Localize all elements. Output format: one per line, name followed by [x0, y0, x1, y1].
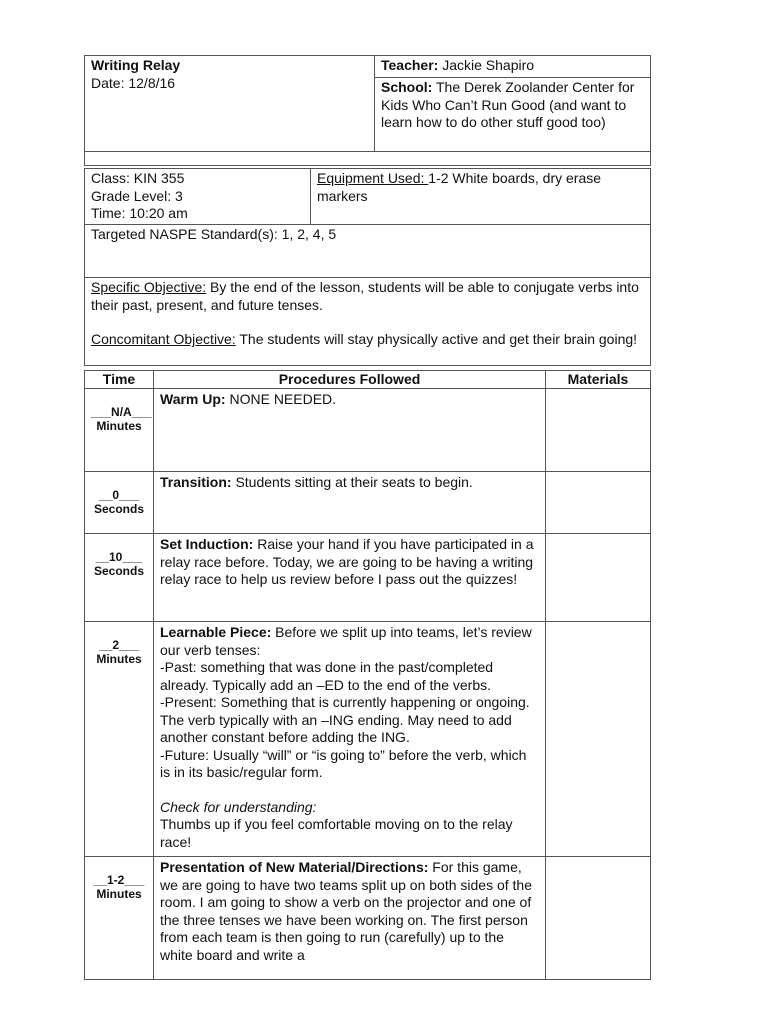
objective-gap: [91, 314, 644, 331]
procedure-cell: [154, 622, 546, 857]
standards-cell: [85, 225, 651, 278]
time-value: ___N/A___: [91, 405, 152, 419]
materials-cell: [546, 389, 651, 472]
standards-text: Targeted NASPE Standard(s): 1, 2, 4, 5: [91, 226, 337, 242]
materials-cell: [546, 534, 651, 622]
concomitant-objective-label: Concomitant Objective:: [91, 331, 236, 347]
materials-cell: [546, 622, 651, 857]
time-cell: [85, 534, 154, 622]
table-row-warm-up: [85, 389, 651, 472]
procedures-header-row: [85, 371, 651, 389]
equipment-value: 1-2 White boards, dry erase markers: [317, 170, 602, 204]
time-value: __0___: [98, 488, 140, 502]
concomitant-objective-text: The students will stay physically active and get their brain going!: [235, 331, 638, 347]
time-unit: Seconds: [93, 564, 144, 578]
time-value: __10___: [95, 550, 143, 564]
procedure-title: Presentation of New Material/Directions:: [160, 859, 429, 875]
specific-objective-label: Specific Objective:: [91, 279, 207, 295]
table-row-presentation: [85, 857, 651, 980]
lesson-date: Date: 12/8/16: [91, 74, 176, 91]
class-name: Class: KIN 355: [91, 170, 185, 186]
materials-cell: [546, 857, 651, 980]
tense-past: -Past: something that was done in the past/completed already. Typically add an –ED to the end of the verbs.: [160, 659, 494, 693]
materials-cell: [546, 472, 651, 534]
procedure-title: Transition:: [160, 474, 232, 490]
header-procedures: Procedures Followed: [154, 371, 546, 389]
procedure-text: NONE NEEDED.: [225, 391, 337, 407]
procedure-text: For this game, we are going to have two teams split up on both sides of the room. I am going to show a verb on the projector and one of the three tenses we have been working on. The first person from each team is then going to run (carefully) up to the white board and write a: [160, 859, 533, 963]
teacher-value: Jackie Shapiro: [438, 57, 535, 73]
time-value: __2___: [98, 638, 140, 652]
procedure-cell: [154, 857, 546, 980]
paragraph-gap: [160, 782, 539, 799]
procedure-title: Set Induction:: [160, 536, 254, 552]
header-materials: Materials: [546, 371, 651, 389]
spacer-row: [85, 152, 651, 166]
equipment-label: Equipment Used:: [317, 170, 429, 186]
time-unit: Minutes: [96, 887, 142, 901]
time-unit: Minutes: [96, 652, 142, 666]
procedure-text: Raise your hand if you have participated in a relay race before. Today, we are going to be having a writing relay race to help us review before I pass out the quizzes!: [160, 536, 534, 587]
table-row-transition: [85, 472, 651, 534]
procedure-text: Before we split up into teams, let’s review our verb tenses:: [160, 624, 532, 658]
teacher-cell: [375, 56, 651, 78]
time-cell: [85, 389, 154, 472]
procedure-cell: [154, 534, 546, 622]
school-cell: [375, 78, 651, 152]
procedure-text: Students sitting at their seats to begin.: [231, 474, 473, 490]
procedure-cell: [154, 472, 546, 534]
school-value: The Derek Zoolander Center for Kids Who Can’t Run Good (and want to learn how to do other stuff good too): [381, 79, 635, 130]
specific-objective: [91, 279, 644, 314]
header-table: [84, 55, 651, 166]
specific-objective-text: By the end of the lesson, students will be able to conjugate verbs into their past, present, and future tenses.: [91, 279, 639, 313]
time-unit: Seconds: [93, 502, 144, 516]
class-time: Time: 10:20 am: [91, 205, 188, 221]
school-label: School:: [381, 79, 433, 95]
procedure-title: Warm Up:: [160, 391, 226, 407]
check-text: Thumbs up if you feel comfortable moving on to the relay race!: [160, 816, 513, 850]
procedure-cell: [154, 389, 546, 472]
time-value: __1-2___: [93, 873, 145, 887]
procedure-title: Learnable Piece:: [160, 624, 272, 640]
header-time: Time: [85, 371, 154, 389]
time-cell: [85, 622, 154, 857]
procedures-table: [84, 370, 651, 980]
time-cell: [85, 472, 154, 534]
lesson-title-cell: [85, 56, 375, 152]
check-label: Check for understanding:: [160, 798, 317, 815]
class-info-table: [84, 168, 651, 366]
table-row-set-induction: [85, 534, 651, 622]
time-cell: [85, 857, 154, 980]
concomitant-objective: [91, 331, 644, 349]
class-info-cell: [85, 169, 311, 225]
tense-future: -Future: Usually “will” or “is going to” before the verb, which is in its basic/regular form.: [160, 746, 527, 780]
teacher-label: Teacher:: [381, 57, 439, 73]
equipment-cell: [311, 169, 651, 225]
tense-present: -Present: Something that is currently happening or ongoing. The verb typically with an –ING ending. May need to add another constant before adding the ING.: [160, 694, 530, 745]
table-row-learnable-piece: [85, 622, 651, 857]
lesson-title: Writing Relay: [91, 57, 181, 73]
objectives-cell: [85, 278, 651, 366]
grade-level: Grade Level: 3: [91, 187, 183, 204]
time-unit: Minutes: [96, 419, 142, 433]
